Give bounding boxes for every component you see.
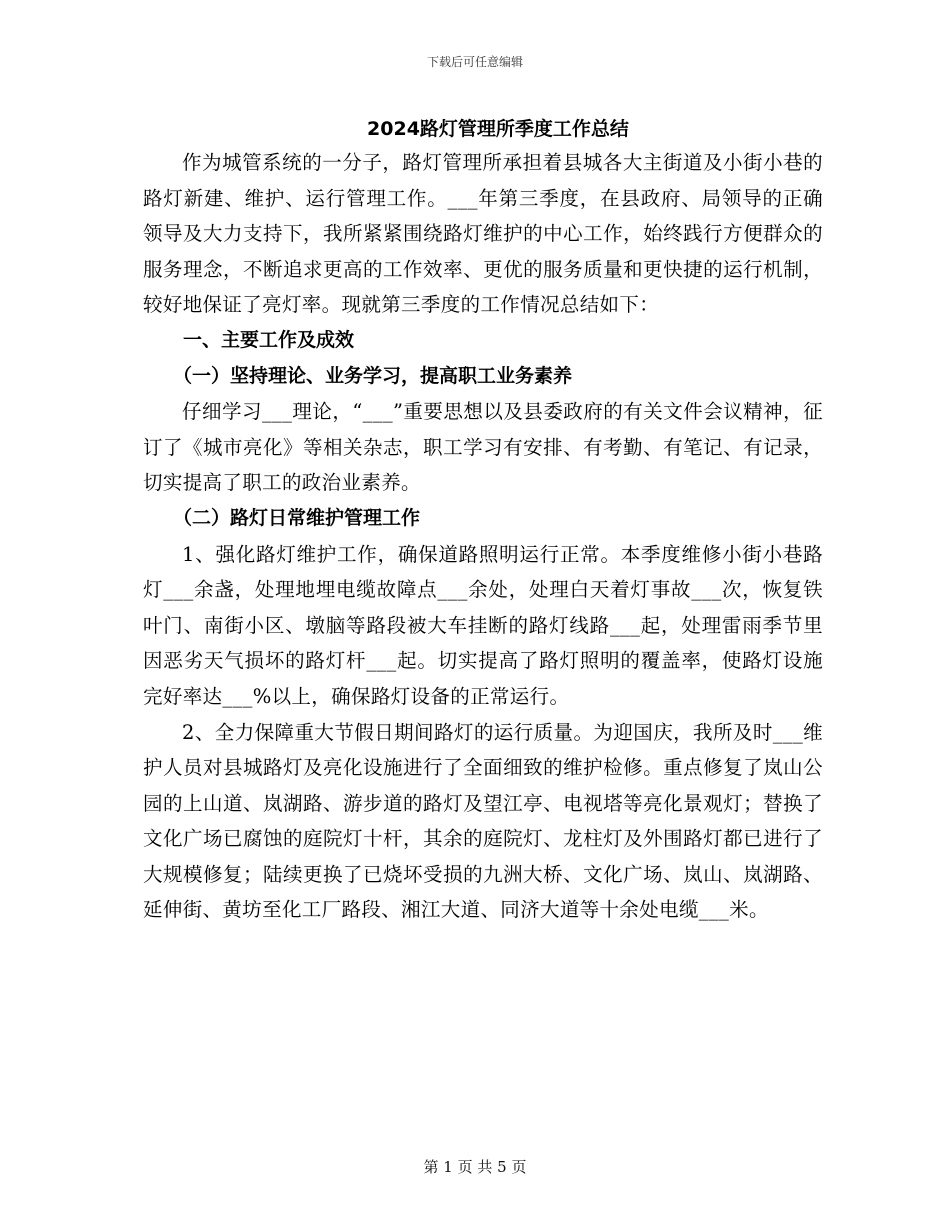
page-footer-number: 第 1 页 共 5 页 bbox=[423, 1158, 527, 1176]
page-header-note: 下载后可任意编辑 bbox=[426, 55, 523, 69]
document-title: 2024路灯管理所季度工作总结 bbox=[367, 118, 629, 140]
intro-paragraph: 作为城管系统的一分子，路灯管理所承担着县城各大主街道及小街小巷的路灯新建、维护、运行管理工作。___年第三季度，在县政府、局领导的正确领导及大力支持下，我所紧紧围绕路灯维护的中心工作，始终践行方便群众的服务理念，不断追求更高的工作效率、更优的服务质量和更快捷的运行机制，较好地保证了亮灯率。现就第三季度的工作情况总结如下： bbox=[143, 151, 823, 317]
subsection-heading-study: （一）坚持理论、业务学习，提高职工业务素养 bbox=[173, 364, 573, 387]
section-heading-main-work: 一、主要工作及成效 bbox=[183, 328, 355, 351]
study-paragraph: 仔细学习___理论，“___”重要思想以及县委政府的有关文件会议精神，征订了《城市亮化》等相关杂志，职工学习有安排、有考勤、有笔记、有记录，切实提高了职工的政治业素养。 bbox=[143, 400, 823, 495]
subsection-heading-maintenance: （二）路灯日常维护管理工作 bbox=[173, 506, 421, 529]
maintenance-item-1: 1、强化路灯维护工作，确保道路照明运行正常。本季度维修小街小巷路灯___余盏，处理地埋电缆故障点___余处，处理白天着灯事故___次，恢复铁叶门、南街小区、墩脑等路段被大车挂断的路灯线路___起，处理雷雨季节里因恶劣天气损坏的路灯杆___起。切实提高了路灯照明的覆盖率，使路灯设施完好率达___%以上，确保路灯设备的正常运行。 bbox=[143, 542, 823, 708]
maintenance-item-2: 2、全力保障重大节假日期间路灯的运行质量。为迎国庆，我所及时___维护人员对县城路灯及亮化设施进行了全面细致的维护检修。重点修复了岚山公园的上山道、岚湖路、游步道的路灯及望江亭、电视塔等亮化景观灯；替换了文化广场已腐蚀的庭院灯十杆，其余的庭院灯、龙柱灯及外围路灯都已进行了大规模修复；陆续更换了已烧坏受损的九洲大桥、文化广场、岚山、岚湖路、延伸街、黄坊至化工厂路段、湘江大道、同济大道等十余处电缆___米。 bbox=[143, 720, 823, 922]
document-body bbox=[143, 113, 823, 928]
